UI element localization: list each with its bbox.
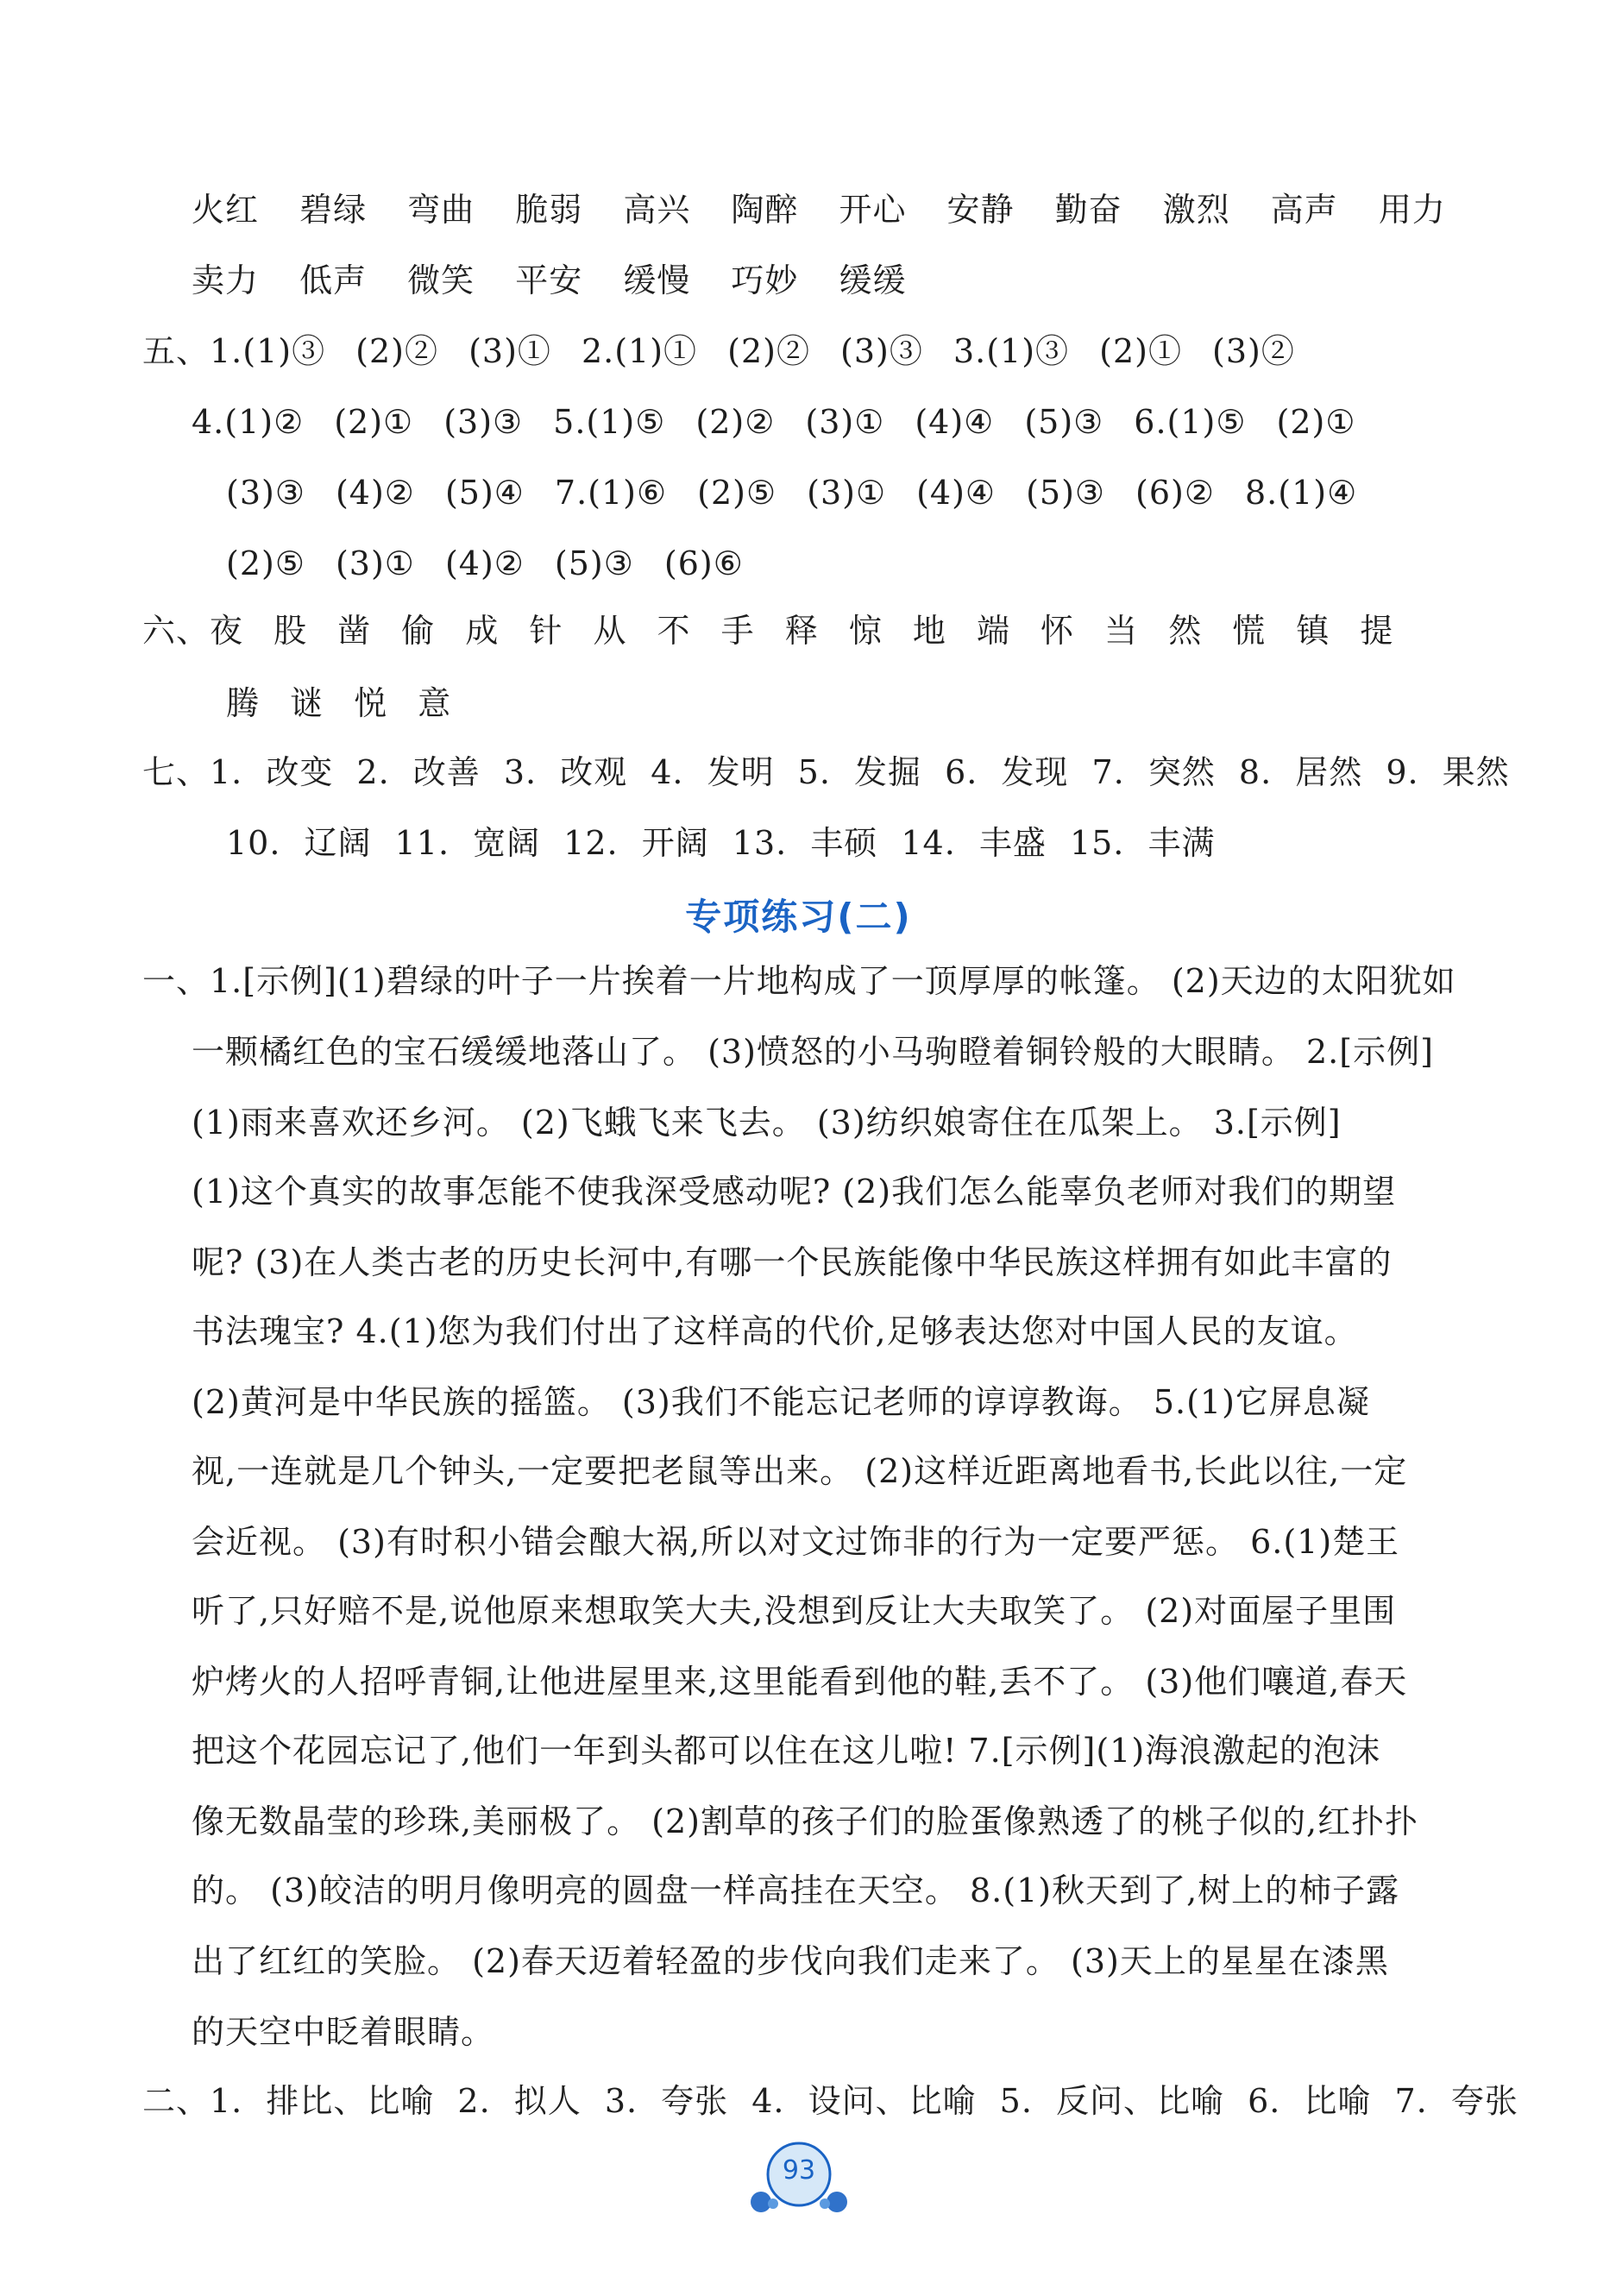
answer-line: 腾 谜 悦 意 <box>226 684 452 722</box>
answer-line: 10. 辽阔 11. 宽阔 12. 开阔 13. 丰硕 14. 丰盛 15. 丰满 <box>226 824 1216 862</box>
answer-line: 视,一连就是几个钟头,一定要把老鼠等出来。 (2)这样近距离地看书,长此以往,一定 <box>192 1452 1408 1490</box>
answer-line: 像无数晶莹的珍珠,美丽极了。 (2)割草的孩子们的脸蛋像熟透了的桃子似的,红扑扑 <box>192 1802 1419 1840</box>
answer-line: 一颗橘红色的宝石缓缓地落山了。 (3)愤怒的小马驹瞪着铜铃般的大眼睛。 2.[示例] <box>192 1033 1434 1071</box>
answer-line: 六、夜 股 凿 偷 成 针 从 不 手 释 惊 地 端 怀 当 然 慌 镇 提 <box>142 612 1394 650</box>
answer-line: 二、1. 排比、比喻 2. 拟人 3. 夸张 4. 设问、比喻 5. 反问、比喻 6. 比喻 7. 夸张 <box>142 2082 1518 2120</box>
answer-line: 呢? (3)在人类古老的历史长河中,有哪一个民族能像中华民族这样拥有如此丰富的 <box>192 1243 1393 1281</box>
answer-line: 火红 碧绿 弯曲 脆弱 高兴 陶醉 开心 安静 勤奋 激烈 高声 用力 <box>192 191 1446 229</box>
answer-line: 把这个花园忘记了,他们一年到头都可以住在这儿啦! 7.[示例](1)海浪激起的泡沫 <box>192 1732 1381 1770</box>
answer-line: 书法瑰宝? 4.(1)您为我们付出了这样高的代价,足够表达您对中国人民的友谊。 <box>192 1312 1358 1350</box>
answer-line: 的天空中眨着眼睛。 <box>192 2013 495 2051</box>
answer-line: 五、1.(1)③ (2)② (3)① 2.(1)① (2)② (3)③ 3.(1)③ (2)① (3)② <box>142 332 1295 370</box>
answer-line: 一、1.[示例](1)碧绿的叶子一片挨着一片地构成了一顶厚厚的帐篷。 (2)天边的太阳犹如 <box>142 962 1456 1000</box>
answer-line: 七、1. 改变 2. 改善 3. 改观 4. 发明 5. 发掘 6. 发现 7. 突然 8. 居然 9. 果然 <box>142 753 1510 791</box>
answer-line: 炉烤火的人招呼青铜,让他进屋里来,这里能看到他的鞋,丢不了。 (3)他们嚷道,春天 <box>192 1663 1408 1701</box>
answer-line: (1)这个真实的故事怎能不使我深受感动呢? (2)我们怎么能辜负老师对我们的期望 <box>192 1173 1397 1211</box>
answer-line: (1)雨来喜欢还乡河。 (2)飞蛾飞来飞去。 (3)纺织娘寄住在瓜架上。 3.[示例] <box>192 1104 1342 1142</box>
answer-line: 4.(1)② (2)① (3)③ 5.(1)⑤ (2)② (3)① (4)④ (5)③ 6.(1)⑤ (2)① <box>192 403 1356 441</box>
page-number: 93 <box>782 2155 816 2186</box>
answer-line: 出了红红的笑脸。 (2)春天迈着轻盈的步伐向我们走来了。 (3)天上的星星在漆黑 <box>192 1942 1389 1980</box>
answer-line: 的。 (3)皎洁的明月像明亮的圆盘一样高挂在天空。 8.(1)秋天到了,树上的柿子露 <box>192 1871 1400 1909</box>
answer-line: 听了,只好赔不是,说他原来想取笑大夫,没想到反让大夫取笑了。 (2)对面屋子里围 <box>192 1592 1397 1630</box>
answer-line: (2)黄河是中华民族的摇篮。 (3)我们不能忘记老师的谆谆教诲。 5.(1)它屏息凝 <box>192 1383 1370 1421</box>
answer-line: (2)⑤ (3)① (4)② (5)③ (6)⑥ <box>226 544 744 582</box>
answer-line: (3)③ (4)② (5)④ 7.(1)⑥ (2)⑤ (3)① (4)④ (5)③ (6)② 8.(1)④ <box>226 474 1358 512</box>
answer-line: 卖力 低声 微笑 平安 缓慢 巧妙 缓缓 <box>192 261 907 299</box>
section-title: 专项练习(二) <box>685 896 912 938</box>
answer-line: 会近视。 (3)有时积小错会酿大祸,所以对文过饰非的行为一定要严惩。 6.(1)楚王 <box>192 1523 1400 1561</box>
page-number-badge <box>747 2138 851 2221</box>
